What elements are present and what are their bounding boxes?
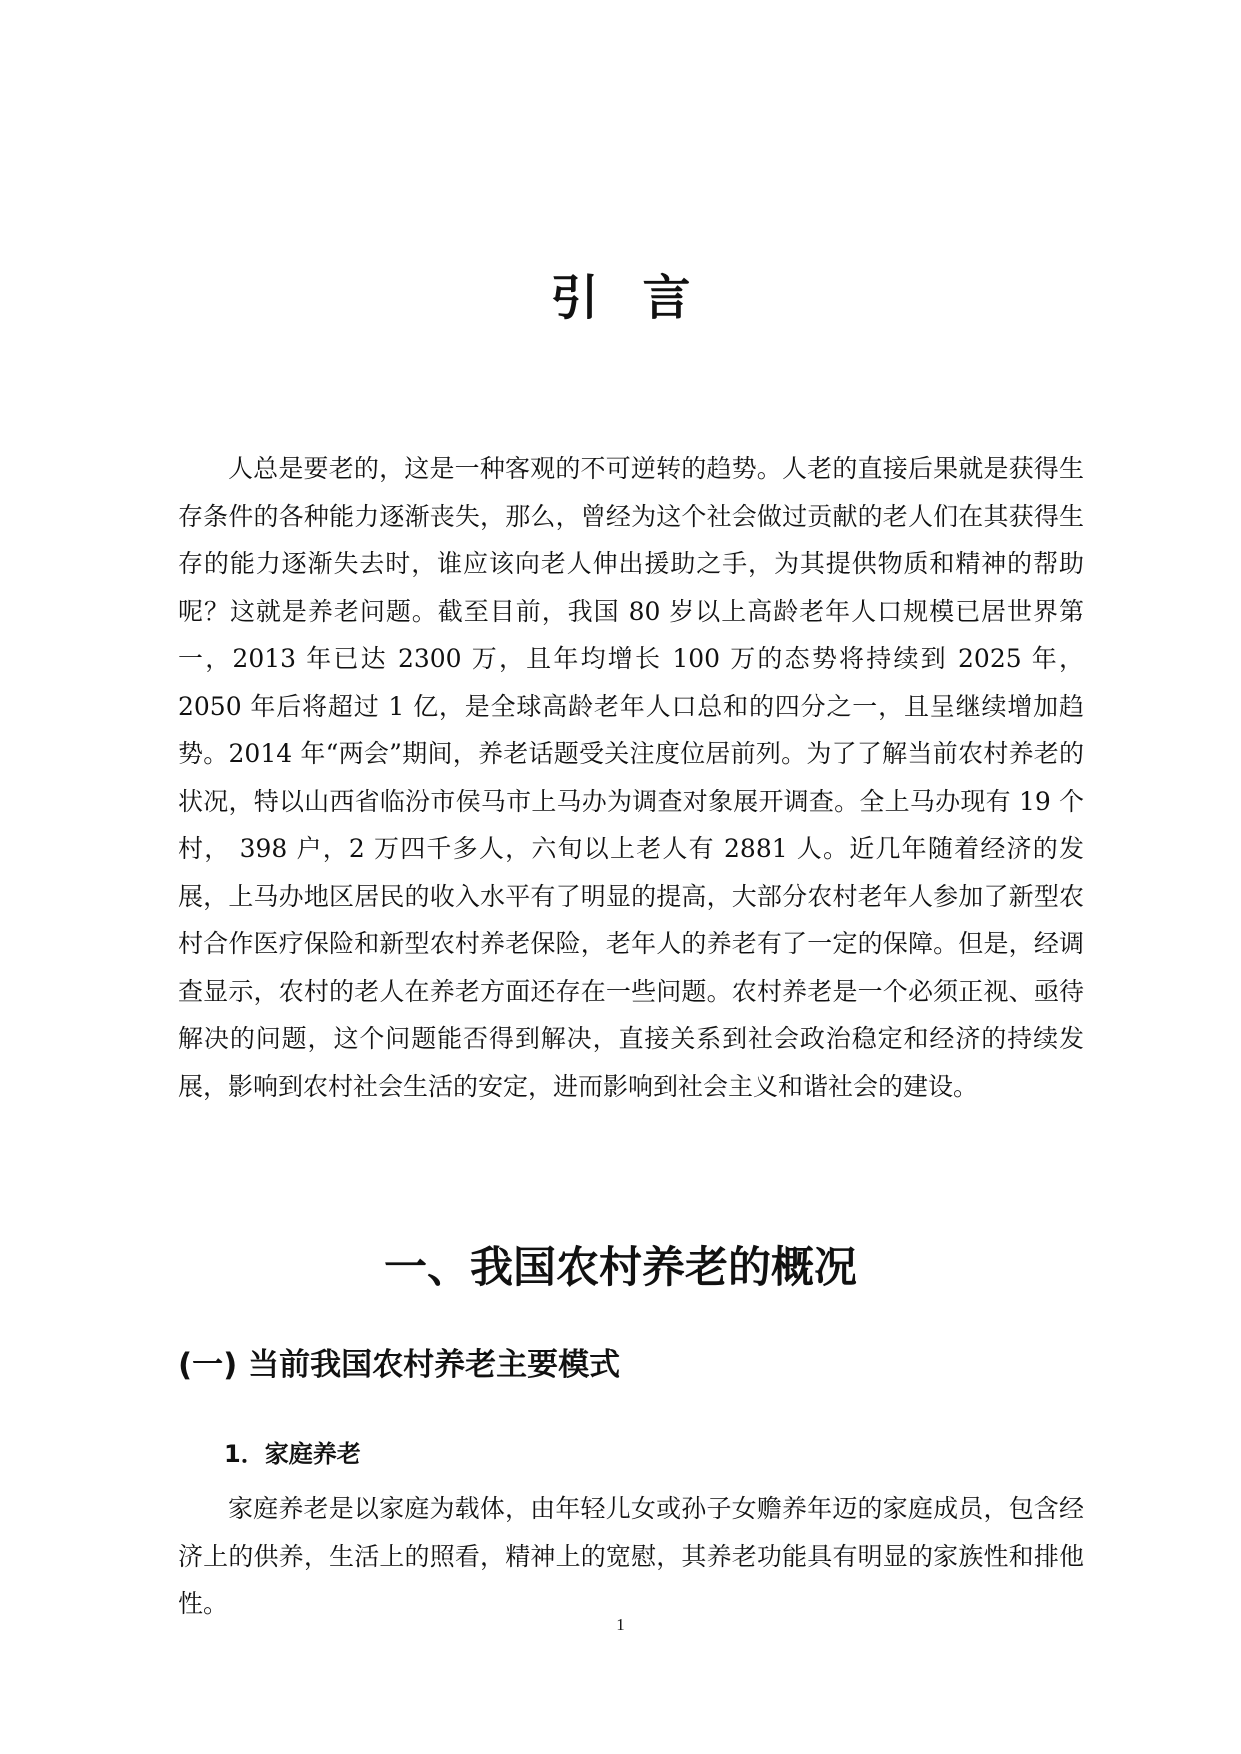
intro-paragraph: 人总是要老的，这是一种客观的不可逆转的趋势。人老的直接后果就是获得生存条件的各种能力逐渐丧失，那么，曾经为这个社会做过贡献的老人们在其获得生存的能力逐渐失去时，谁应该向老人伸出援助之手，为其提供物质和精神的帮助呢？这就是养老问题。截至目前，我国 80 岁以上高龄老年人口规模已居世界第一，2013 年已达 2300 万，且年均增长 100 万的态势将持续到 2025 年，2050 年后将超过 1 亿，是全球高龄老年人口总和的四分之一，且呈继续增加趋势。2014 年“两会”期间，养老话题受关注度位居前列。为了了解当前农村养老的状况，特以山西省临汾市侯马市上马办为调查对象展开调查。全上马办现有 19 个村， 398 户，2 万四千多人，六旬以上老人有 2881 人。近几年随着经济的发展，上马办地区居民的收入水平有了明显的提高，大部分农村老年人参加了新型农村合作医疗保险和新型农村养老保险，老年人的养老有了一定的保障。但是，经调查显示，农村的老人在养老方面还存在一些问题。农村养老是一个必须正视、亟待解决的问题，这个问题能否得到解决，直接关系到社会政治稳定和经济的持续发展，影响到农村社会生活的安定，进而影响到社会主义和谐社会的建设。 [178,454,1084,1101]
subsection-heading: (一) 当前我国农村养老主要模式 [178,1347,621,1383]
page-number: 1 [616,1615,625,1634]
item-heading: 1．家庭养老 [224,1440,361,1468]
family-paragraph: 家庭养老是以家庭为载体，由年轻儿女或孙子女赡养年迈的家庭成员，包含经济上的供养，生活上的照看，精神上的宽慰，其养老功能具有明显的家族性和排他性。 [178,1494,1084,1618]
section-heading: 一、我国农村养老的概况 [384,1243,857,1293]
page-title: 引言 [550,270,735,326]
